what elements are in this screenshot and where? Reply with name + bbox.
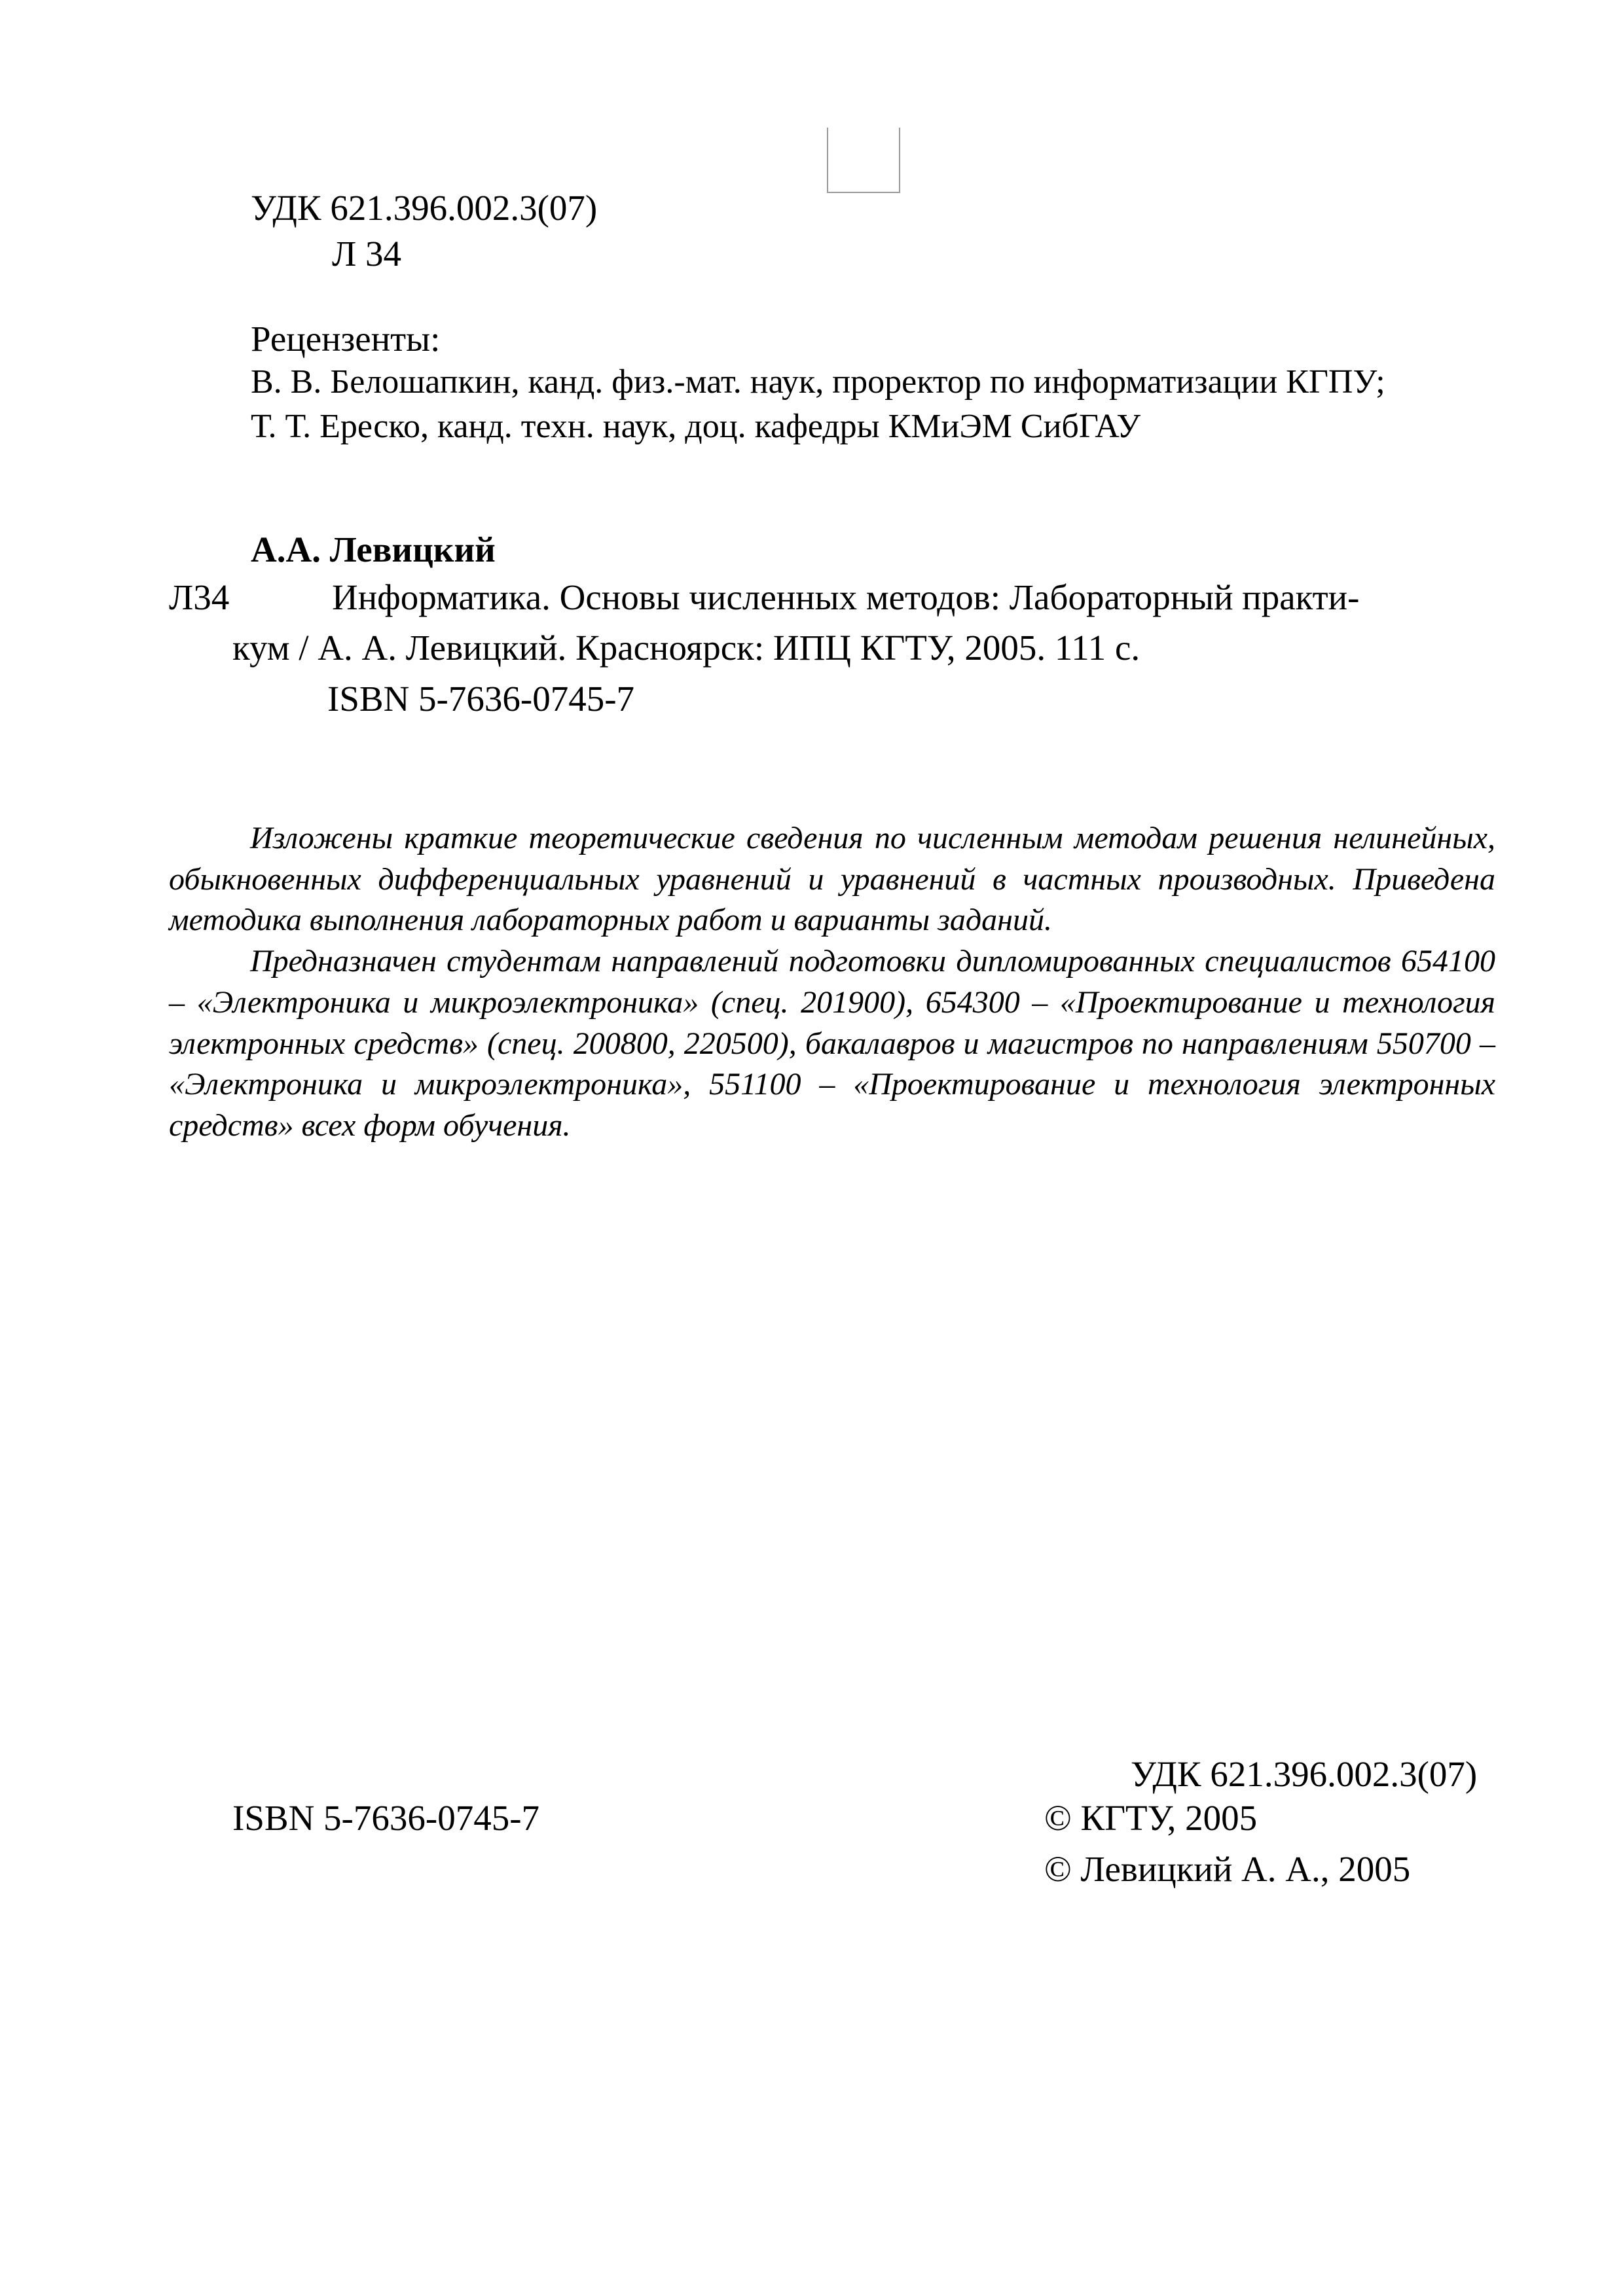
author-mark: Л 34 bbox=[332, 234, 402, 274]
annotation-paragraph: Предназначен студентам направлений подготовки дипломированных специалистов 654100 – «Электроника и микроэлектроника» (спец. 201900), 654300 – «Проектирование и технология электронных средств» (спец. 200800, 220500), бакалавров и магистров по направлениям 550700 – «Электроника и микроэлектроника», 551100 – «Проектирование и технология электронных средств» всех форм обучения. bbox=[169, 944, 1495, 1143]
card-mark: Л34 bbox=[169, 577, 230, 617]
card-isbn: ISBN 5-7636-0745-7 bbox=[327, 679, 635, 719]
page-corner-mark bbox=[827, 128, 900, 193]
footer-isbn: ISBN 5-7636-0745-7 bbox=[232, 1798, 540, 1838]
udk-code: УДК 621.396.002.3(07) bbox=[251, 188, 598, 228]
copyright-author: © Левицкий А. А., 2005 bbox=[1044, 1849, 1411, 1889]
card-title-line1: Информатика. Основы численных методов: Лабораторный практи- bbox=[332, 577, 1360, 617]
card-author: А.А. Левицкий bbox=[251, 529, 496, 569]
card-title-line2: кум / А. А. Левицкий. Красноярск: ИПЦ КГТУ, 2005. 111 с. bbox=[232, 628, 1140, 668]
footer-udk: УДК 621.396.002.3(07) bbox=[1131, 1754, 1478, 1794]
annotation bbox=[169, 818, 1495, 1147]
reviewer-item: В. В. Белошапкин, канд. физ.-мат. наук, проректор по информатизации КГПУ; bbox=[251, 363, 1385, 401]
copyright-publisher: © КГТУ, 2005 bbox=[1044, 1798, 1258, 1838]
reviewer-item: Т. Т. Ереско, канд. техн. наук, доц. кафедры КМиЭМ СибГАУ bbox=[251, 408, 1141, 445]
reviewers-heading: Рецензенты: bbox=[251, 319, 441, 359]
annotation-paragraph: Изложены краткие теоретические сведения по численным методам решения нелинейных, обыкновенных дифференциальных уравнений и уравнений в частных производных. Приведена методика выполнения лабораторных работ и варианты заданий. bbox=[169, 821, 1495, 938]
